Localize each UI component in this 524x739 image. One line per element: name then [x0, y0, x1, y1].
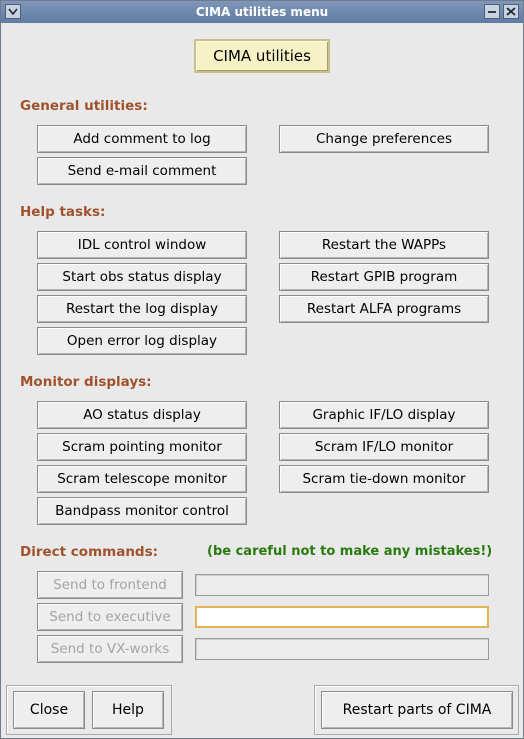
close-window-button[interactable]: [503, 4, 519, 19]
direct-commands-warning: (be careful not to make any mistakes!): [207, 544, 493, 559]
ao-status-display-button[interactable]: AO status display: [37, 401, 247, 429]
cima-utilities-header-button[interactable]: CIMA utilities: [194, 39, 330, 73]
scram-pointing-monitor-button[interactable]: Scram pointing monitor: [37, 433, 247, 461]
vx-works-command-input[interactable]: [195, 638, 489, 660]
idl-control-window-button[interactable]: IDL control window: [37, 231, 247, 259]
start-obs-status-display-button[interactable]: Start obs status display: [37, 263, 247, 291]
send-to-vx-works-button[interactable]: Send to VX-works: [37, 635, 183, 663]
minimize-button[interactable]: [484, 4, 500, 19]
bandpass-monitor-control-button[interactable]: Bandpass monitor control: [37, 497, 247, 525]
minimize-icon: [485, 5, 499, 18]
restart-log-display-button[interactable]: Restart the log display: [37, 295, 247, 323]
send-to-executive-button[interactable]: Send to executive: [37, 603, 183, 631]
add-comment-to-log-button[interactable]: Add comment to log: [37, 125, 247, 153]
open-error-log-display-button[interactable]: Open error log display: [37, 327, 247, 355]
frontend-command-input[interactable]: [195, 574, 489, 596]
section-heading-help: Help tasks:: [20, 204, 106, 220]
restart-wapps-button[interactable]: Restart the WAPPs: [279, 231, 489, 259]
section-heading-direct: Direct commands:: [20, 544, 159, 560]
scram-tie-down-monitor-button[interactable]: Scram tie-down monitor: [279, 465, 489, 493]
restart-alfa-programs-button[interactable]: Restart ALFA programs: [279, 295, 489, 323]
section-heading-monitor: Monitor displays:: [20, 374, 152, 390]
window-title: CIMA utilities menu: [195, 5, 329, 19]
close-button[interactable]: Close: [13, 691, 85, 729]
executive-command-input[interactable]: [195, 606, 489, 628]
title-bar[interactable]: [1, 1, 523, 23]
send-email-comment-button[interactable]: Send e-mail comment: [37, 157, 247, 185]
change-preferences-button[interactable]: Change preferences: [279, 125, 489, 153]
section-heading-general: General utilities:: [20, 98, 148, 114]
help-button[interactable]: Help: [92, 691, 164, 729]
restart-gpib-program-button[interactable]: Restart GPIB program: [279, 263, 489, 291]
restart-parts-of-cima-button[interactable]: Restart parts of CIMA: [321, 691, 513, 729]
close-icon: [504, 5, 518, 18]
send-to-frontend-button[interactable]: Send to frontend: [37, 571, 183, 599]
scram-telescope-monitor-button[interactable]: Scram telescope monitor: [37, 465, 247, 493]
graphic-if-lo-display-button[interactable]: Graphic IF/LO display: [279, 401, 489, 429]
scram-if-lo-monitor-button[interactable]: Scram IF/LO monitor: [279, 433, 489, 461]
